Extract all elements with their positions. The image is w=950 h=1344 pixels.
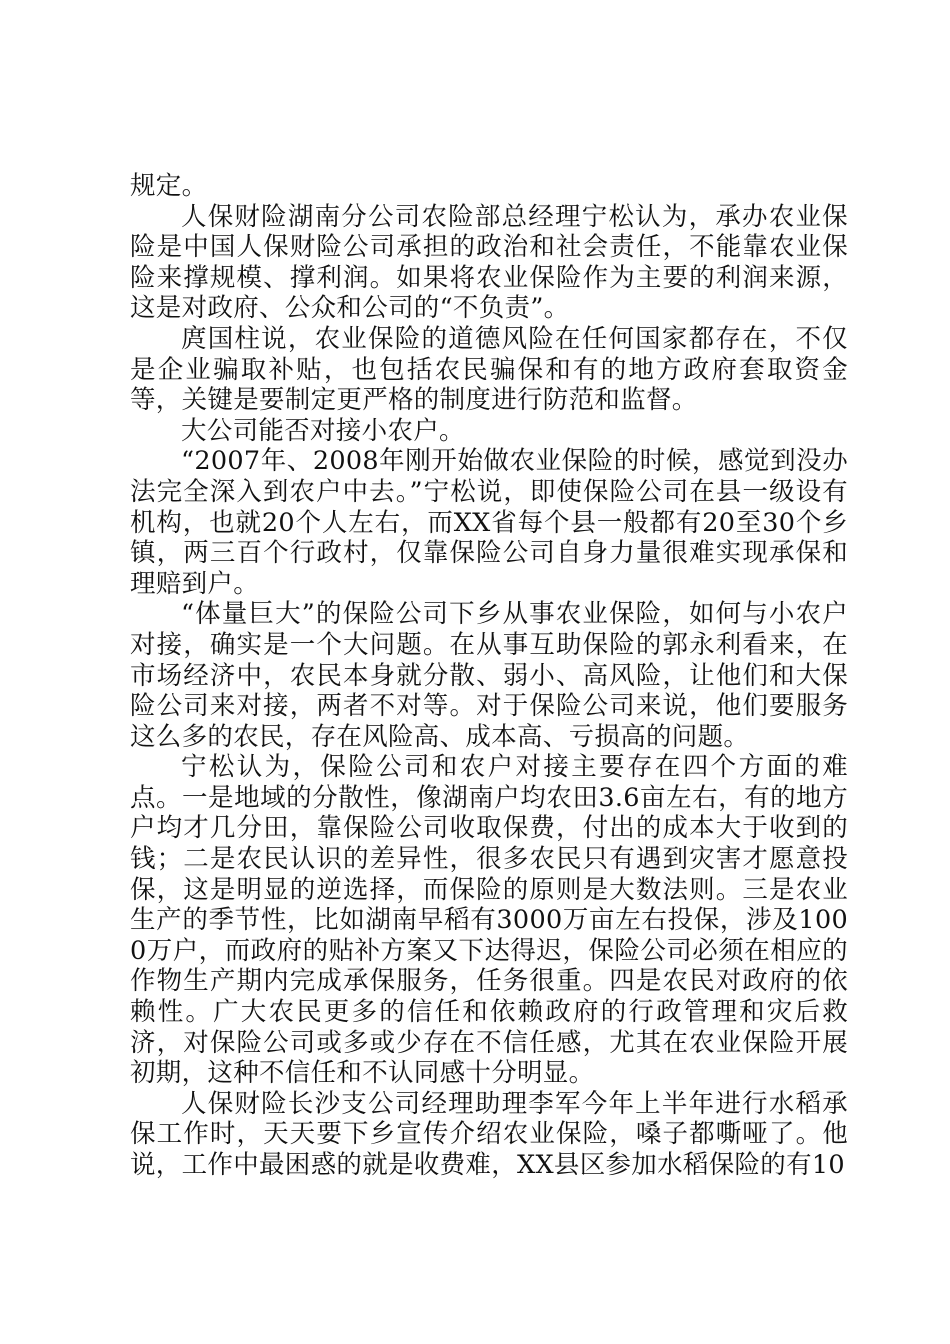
paragraph-7: 宁松认为，保险公司和农户对接主要存在四个方面的难点。一是地域的分散性，像湖南户均农田3.6亩左右，有的地方户均才几分田，靠保险公司收取保费，付出的成本大于收到的钱；二是农民认识的差异性，很多农民只有遇到灾害才愿意投保，这是明显的逆选择，而保险的原则是大数法则。三是农业生产的季节性，比如湖南早稻有3000万亩左右投保，涉及1000万户，而政府的贴补方案又下达得迟，保险公司必须在相应的作物生产期内完成承保服务，任务很重。四是农民对政府的依赖性。广大农民更多的信任和依赖政府的行政管理和灾后救济，对保险公司或多或少存在不信任感，尤其在农业保险开展初期，这种不信任和不认同感十分明显。 bbox=[130, 752, 848, 1089]
paragraph-6: “体量巨大”的保险公司下乡从事农业保险，如何与小农户对接，确实是一个大问题。在从事互助保险的郭永利看来，在市场经济中，农民本身就分散、弱小、高风险，让他们和大保险公司来对接，两者不对等。对于保险公司来说，他们要服务这么多的农民，存在风险高、成本高、亏损高的问题。 bbox=[130, 599, 848, 752]
paragraph-3: 庹国柱说，农业保险的道德风险在任何国家都存在，不仅是企业骗取补贴，也包括农民骗保和有的地方政府套取资金等，关键是要制定更严格的制度进行防范和监督。 bbox=[130, 323, 848, 416]
paragraph-4: 大公司能否对接小农户。 bbox=[181, 415, 465, 446]
paragraph-5: “2007年、2008年刚开始做农业保险的时候，感觉到没办法完全深入到农户中去。”宁松说，即使保险公司在县一级设有机构，也就20个人左右，而XX省每个县一般都有20至30个乡镇，两三百个行政村，仅靠保险公司自身力量很难实现承保和理赔到户。 bbox=[130, 446, 848, 599]
document-body bbox=[130, 171, 848, 1181]
paragraph-1: 规定。 bbox=[130, 171, 208, 201]
paragraph-2: 人保财险湖南分公司农险部总经理宁松认为，承办农业保险是中国人保财险公司承担的政治和社会责任，不能靠农业保险来撑规模、撑利润。如果将农业保险作为主要的利润来源，这是对政府、公众和公司的“不负责”。 bbox=[130, 201, 848, 324]
paragraph-8: 人保财险长沙支公司经理助理李军今年上半年进行水稻承保工作时，天天要下乡宣传介绍农业保险，嗓子都嘶哑了。他说，工作中最困惑的就是收费难，XX县区参加水稻保险的有10 bbox=[130, 1088, 848, 1180]
